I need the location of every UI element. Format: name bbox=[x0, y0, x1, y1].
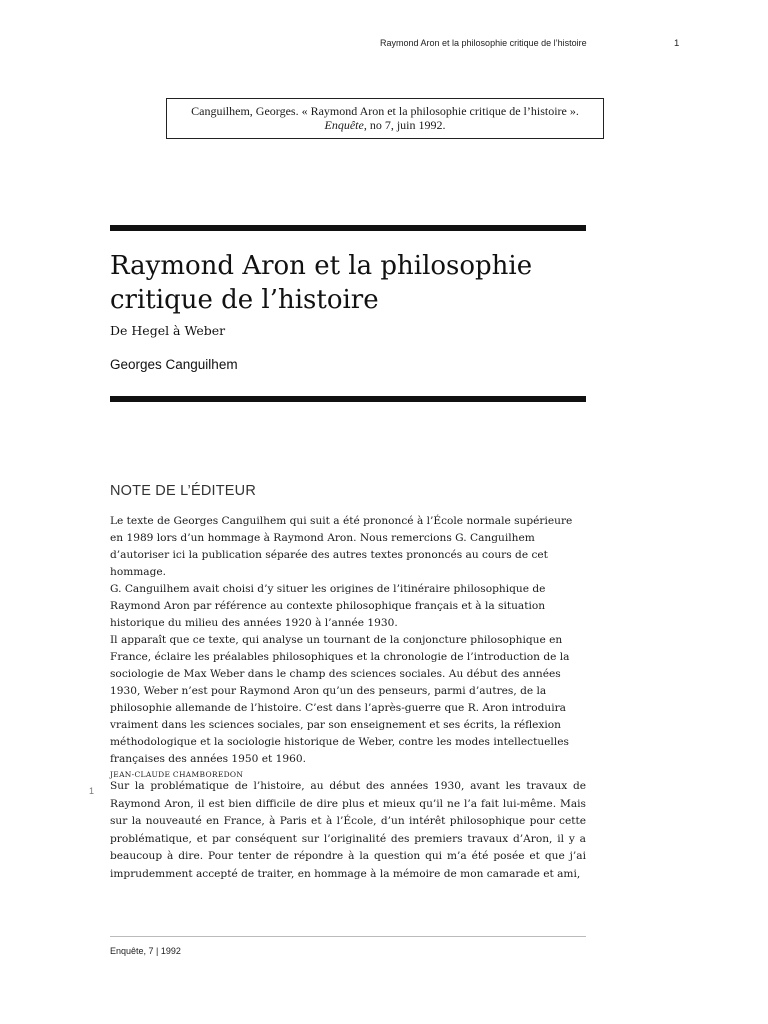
citation-box bbox=[166, 98, 604, 139]
footer-source: Enquête, 7 | 1992 bbox=[110, 946, 181, 956]
paragraph-number: 1 bbox=[89, 786, 95, 796]
article-author: Georges Canguilhem bbox=[110, 357, 238, 372]
article-subtitle: De Hegel à Weber bbox=[110, 323, 226, 338]
citation-issue: , no 7, juin 1992. bbox=[363, 117, 446, 132]
citation-source bbox=[167, 119, 603, 133]
article-title: Raymond Aron et la philosophie critique de l’histoire bbox=[110, 251, 533, 315]
footer-rule bbox=[110, 936, 586, 937]
title-rule-bottom bbox=[110, 396, 586, 402]
citation-line: Canguilhem, Georges. « Raymond Aron et la philosophie critique de l’histoire ». bbox=[191, 104, 579, 118]
citation-journal: Enquête bbox=[324, 117, 364, 132]
editor-note-paragraph: G. Canguilhem avait choisi d’y situer les origines de l’itinéraire philosophique de Raymond Aron par référence au contexte philosophique français et à la situation historique du milieu des années 1920 à l’année 1930. bbox=[110, 583, 546, 629]
title-rule-top bbox=[110, 225, 586, 231]
editor-note-heading: NOTE DE L’ÉDITEUR bbox=[110, 483, 257, 499]
editor-note-paragraph: Le texte de Georges Canguilhem qui suit a été prononcé à l’École normale supérieure en 1989 lors d’un hommage à Raymond Aron. Nous remercions G. Canguilhem d’autoriser ici la publication séparée des autres textes prononcés au cours de cet hommage. bbox=[110, 515, 573, 578]
page-number: 1 bbox=[674, 38, 680, 49]
editor-note-paragraph: Il apparaît que ce texte, qui analyse un tournant de la conjoncture philosophique en France, éclaire les préalables philosophiques et la chronologie de l’introduction de la sociologie de Max Weber dans le champ des sciences sociales. Au début des années 1930, Weber n’est pour Raymond Aron qu’un des penseurs, parmi d’autres, de la philosophie allemande de l’histoire. C’est dans l’après-guerre que R. Aron introduira vraiment dans les sciences sociales, par son enseignement et ses écrits, la réflexion méthodologique et la sociologie historique de Weber, contre les modes intellectuelles françaises des années 1950 et 1960. bbox=[110, 634, 570, 765]
editor-note bbox=[110, 513, 586, 781]
running-head: Raymond Aron et la philosophie critique de l’histoire bbox=[380, 38, 587, 48]
editor-signature: JEAN-CLAUDE CHAMBOREDON bbox=[110, 770, 244, 779]
body-paragraph: Sur la problématique de l’histoire, au début des années 1930, avant les travaux de Raymond Aron, il est bien difficile de dire plus et mieux qu’il ne l’a fait lui-même. Mais sur la nouveauté en France, à Paris et à l’École, d’un intérêt philosophique pour cette problématique, et par conséquent sur l’originalité des premiers travaux d’Aron, il y a beaucoup à dire. Pour tenter de répondre à la question qui m’a été posée et que j’ai imprudemment accepté de traiter, en hommage à la mémoire de mon camarade et ami, bbox=[110, 780, 586, 880]
